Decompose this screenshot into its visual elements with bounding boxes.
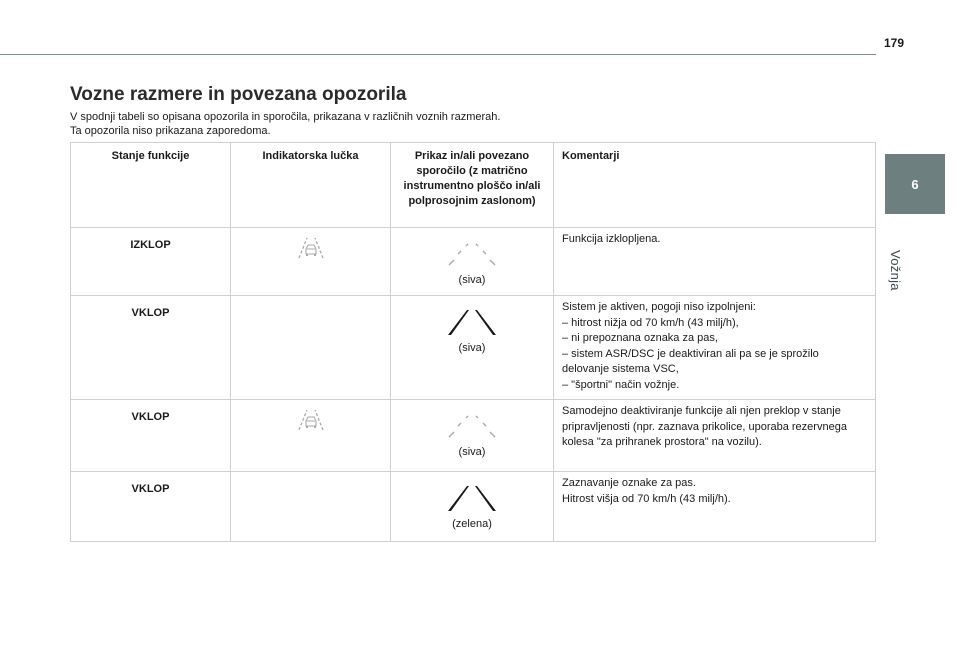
lane-departure-car-icon (296, 234, 326, 265)
comment-line: – "športni" način vožnje. (562, 378, 680, 391)
comment-line: kolesa "za prihranek prostora" na vozilu). (562, 436, 762, 448)
table-row (71, 228, 876, 296)
indicator-cell (231, 400, 391, 472)
comment-cell (554, 296, 876, 400)
header-comments: Komentarji (554, 143, 876, 228)
state-cell: VKLOP (71, 400, 231, 472)
display-color-label: (zelena) (452, 518, 492, 530)
display-cell (391, 228, 554, 296)
table-header-row (71, 143, 876, 228)
comment-line: Samodejno deaktiviranje funkcije ali njen preklop v stanje (562, 405, 841, 417)
intro-line-2: Ta opozorila niso prikazana zaporedoma. (70, 125, 271, 137)
table-row (71, 296, 876, 400)
display-cell (391, 296, 554, 400)
indicator-cell (231, 472, 391, 542)
page-title: Vozne razmere in povezana opozorila (70, 84, 407, 105)
table-row (71, 472, 876, 542)
table-row (71, 400, 876, 472)
comment-cell (554, 228, 876, 296)
comment-line: – hitrost nižja od 70 km/h (43 milj/h), (562, 316, 739, 329)
header-rule (0, 54, 876, 55)
chapter-tab[interactable] (885, 154, 945, 214)
page-number: 179 (883, 36, 904, 50)
display-color-label: (siva) (458, 274, 486, 286)
lane-lines-dashed-icon (392, 237, 552, 269)
comment-cell (554, 400, 876, 472)
state-cell: VKLOP (71, 472, 231, 542)
header-indicator: Indikatorska lučka (231, 143, 391, 228)
chapter-number: 6 (911, 176, 919, 192)
lane-lines-solid-icon (392, 305, 552, 337)
comment-line: Zaznavanje oznake za pas. (562, 477, 696, 489)
lane-departure-car-icon (296, 406, 326, 437)
header-display: Prikaz in/ali povezano sporočilo (z matrično instrumentno ploščo in/ali polprosojnim zaslonom) (391, 143, 554, 228)
indicator-cell (231, 228, 391, 296)
comment-cell (554, 472, 876, 542)
comment-line: delovanje sistema VSC, (562, 363, 679, 375)
header-state: Stanje funkcije (71, 143, 231, 228)
chapter-label: Vožnja (888, 250, 903, 291)
display-color-label: (siva) (458, 342, 486, 354)
state-cell: VKLOP (71, 296, 231, 400)
display-cell (391, 400, 554, 472)
display-cell (391, 472, 554, 542)
display-color-label: (siva) (458, 446, 486, 458)
comment-line: – ni prepoznana oznaka za pas, (562, 332, 718, 344)
intro-line-1: V spodnji tabeli so opisana opozorila in sporočila, prikazana v različnih voznih razmerah. (70, 111, 501, 123)
comment-line: Hitrost višja od 70 km/h (43 milj/h). (562, 492, 731, 505)
lane-lines-solid-icon (392, 481, 552, 513)
state-cell: IZKLOP (71, 228, 231, 296)
comment-line: – sistem ASR/DSC je deaktiviran ali pa se je sprožilo (562, 347, 819, 360)
comment-line: pripravljenosti (npr. zaznava prikolice, uporaba rezervnega (562, 420, 847, 433)
comment-line: Sistem je aktiven, pogoji niso izpolnjeni: (562, 301, 756, 313)
indicator-cell (231, 296, 391, 400)
comment-line: Funkcija izklopljena. (562, 233, 661, 245)
lane-lines-dashed-icon (392, 409, 552, 441)
warnings-table (70, 142, 876, 542)
